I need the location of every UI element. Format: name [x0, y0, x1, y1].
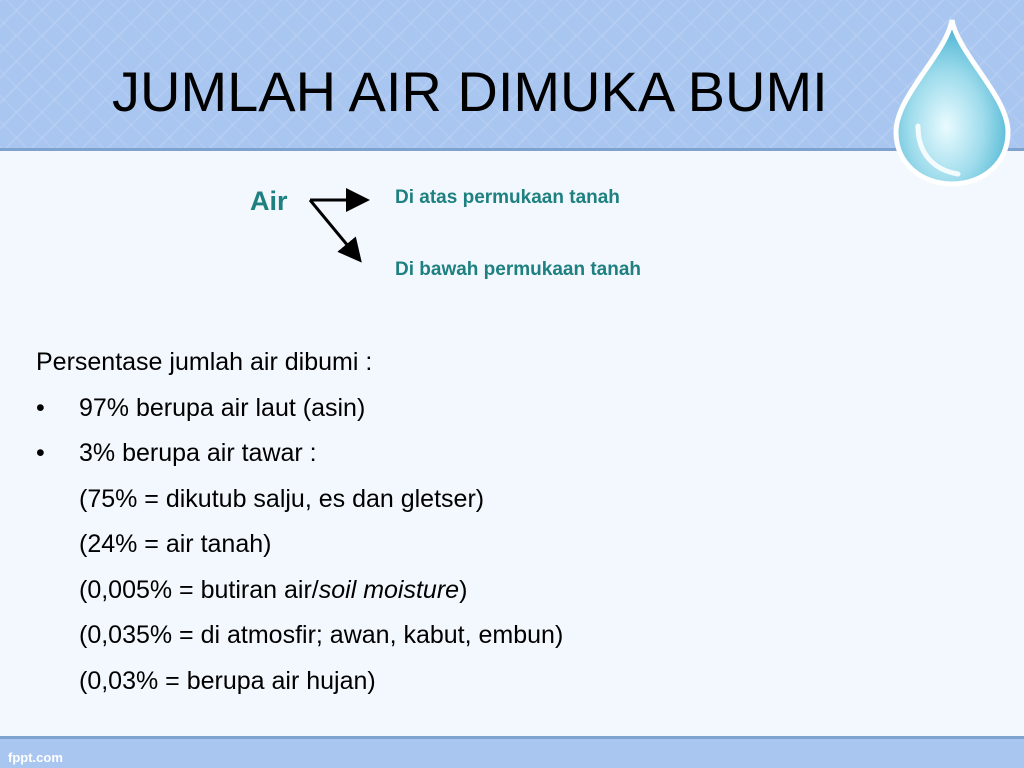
bullet-symbol: •	[36, 439, 45, 467]
sub-item-text: (0,005% = butiran air/	[79, 575, 319, 604]
sub-item-groundwater: (24% = air tanah)	[79, 530, 272, 558]
sub-item-rain: (0,03% = berupa air hujan)	[79, 666, 376, 695]
sub-item-soil-moisture	[36, 568, 796, 614]
footer-divider	[0, 736, 1024, 739]
bullet-symbol: •	[36, 393, 45, 422]
branch-below-ground: Di bawah permukaan tanah	[395, 259, 642, 280]
bullet-item-sea-water	[36, 386, 796, 432]
footer-band	[0, 736, 1024, 768]
header-divider	[0, 148, 1024, 151]
intro-line: Persentase jumlah air dibumi :	[36, 348, 373, 376]
sub-item-atmosphere: (0,035% = di atmosfir; awan, kabut, embun)	[79, 621, 564, 649]
content-body	[36, 340, 796, 704]
bullet-text: 97% berupa air laut (asin)	[79, 393, 366, 422]
bullet-text: 3% berupa air tawar :	[79, 439, 317, 467]
watermark: fppt.com	[8, 750, 63, 765]
sub-item-text: )	[459, 575, 468, 604]
sub-item-italic-term: soil moisture	[318, 575, 460, 604]
diagram-root-label: Air	[250, 186, 288, 216]
branch-arrows	[300, 186, 380, 270]
sub-item-ice: (75% = dikutub salju, es dan gletser)	[79, 484, 485, 513]
bullet-item-fresh-water	[36, 431, 796, 477]
branch-above-ground: Di atas permukaan tanah	[395, 187, 620, 208]
water-drop-icon	[888, 14, 1016, 190]
slide-title: JUMLAH AIR DIMUKA BUMI	[112, 60, 828, 123]
